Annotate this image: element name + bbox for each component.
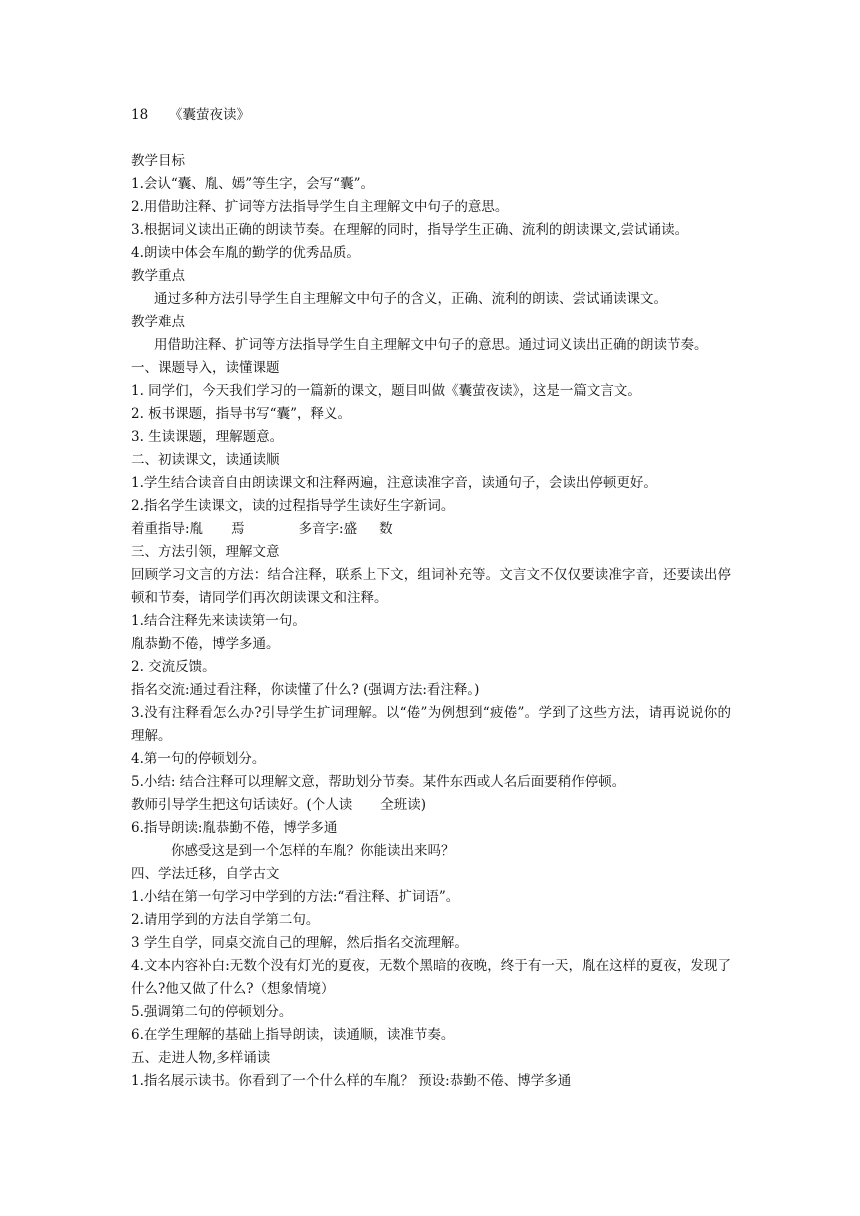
- lesson-number: 18: [131, 107, 149, 123]
- section-3-item: 指名交流:通过看注释，你读懂了什么? (强调方法:看注释。): [131, 682, 480, 698]
- key-heading: 教学重点: [131, 268, 185, 284]
- section-3-item: 1.结合注释先来读读第一句。: [131, 613, 306, 629]
- section-3-item: 3.没有注释看怎么办?引导学生扩词理解。以“倦”为例想到“疲倦”。学到了这些方法，请再说说你的理解。: [131, 705, 731, 744]
- section-1-heading: 一、课题导入，读懂课题: [131, 360, 280, 376]
- goal-item: 1.会认“囊、胤、嫣”等生字，会写“囊”。: [131, 176, 374, 192]
- section-2-item: 1.学生结合读音自由朗读课文和注释两遍，注意读准字音，读通句子，会读出停顿更好。: [131, 475, 657, 491]
- goal-item: 3.根据词义读出正确的朗读节奏。在理解的同时，指导学生正确、流利的朗读课文,尝试诵读。: [131, 222, 689, 238]
- section-2-heading: 二、初读课文，读通读顺: [131, 452, 280, 468]
- section-5-heading: 五、走进人物,多样诵读: [131, 1050, 271, 1066]
- section-3-item: 6.指导朗读:胤恭勤不倦，博学多通: [131, 820, 338, 836]
- section-1-item: 1. 同学们，今天我们学习的一篇新的课文，题目叫做《囊萤夜读》，这是一篇文言文。: [131, 383, 641, 399]
- section-4-item: 5.强调第二句的停顿划分。: [131, 1004, 293, 1020]
- polyphone-char: 数: [379, 521, 393, 537]
- section-5-item: 1.指名展示读书。你看到了一个什么样的车胤？ 预设:恭勤不倦、博学多通: [131, 1073, 572, 1089]
- section-3-intro: 回顾学习文言的方法：结合注释，联系上下文，组词补充等。文言文不仅仅要读准字音，还要读出停顿和节奏，请同学们再次朗读课文和注释。: [131, 567, 731, 606]
- section-3-heading: 三、方法引领，理解文意: [131, 544, 280, 560]
- reading-line: [131, 794, 731, 817]
- section-4-item: 6.在学生理解的基础上指导朗读，读通顺，读准节奏。: [131, 1027, 455, 1043]
- section-4-item: 2.请用学到的方法自学第二句。: [131, 912, 320, 928]
- focus-line: [131, 518, 731, 541]
- reading-guide: 教师引导学生把这句话读好。(个人读: [131, 797, 353, 813]
- section-1-item: 2. 板书课题，指导书写“囊”，释义。: [131, 406, 351, 422]
- section-1-item: 3. 生读课题，理解题意。: [131, 429, 284, 445]
- section-4-item: 3 学生自学，同桌交流自己的理解，然后指名交流理解。: [131, 935, 468, 951]
- lesson-name: 《囊萤夜读》: [169, 107, 250, 123]
- difficulty-text: 用借助注释、扩词等方法指导学生自主理解文中句子的意思。通过词义读出正确的朗读节奏。: [154, 337, 708, 353]
- focus-char: 焉: [231, 521, 245, 537]
- section-3-item: 2. 交流反馈。: [131, 659, 216, 675]
- section-3-question: 你感受这是到一个怎样的车胤？你能读出来吗？: [171, 843, 455, 859]
- goal-item: 4.朗读中体会车胤的勤学的优秀品质。: [131, 245, 360, 261]
- reading-class: 全班读): [380, 797, 427, 813]
- section-4-heading: 四、学法迁移，自学古文: [131, 866, 280, 882]
- section-4-item: 1.小结在第一句学习中学到的方法:“看注释、扩词语”。: [131, 889, 460, 905]
- goals-heading: 教学目标: [131, 153, 185, 169]
- focus-label: 着重指导:胤: [131, 521, 204, 537]
- section-3-item: 胤恭勤不倦，博学多通。: [131, 636, 280, 652]
- section-4-item: 4.文本内容补白:无数个没有灯光的夏夜，无数个黑暗的夜晚，终于有一天，胤在这样的夏夜，发现了什么?他又做了什么?（想象情境）: [131, 958, 731, 997]
- difficulty-heading: 教学难点: [131, 314, 185, 330]
- section-3-item: 4.第一句的停顿划分。: [131, 751, 266, 767]
- section-3-item: 5.小结: 结合注释可以理解文意，帮助划分节奏。某件东西或人名后面要稍作停顿。: [131, 774, 626, 790]
- polyphone-label: 多音字:盛: [298, 521, 358, 537]
- document-body: [131, 104, 731, 1093]
- lesson-title: [131, 104, 731, 127]
- key-text: 通过多种方法引导学生自主理解文中句子的含义，正确、流利的朗读、尝试诵读课文。: [154, 291, 667, 307]
- section-2-item: 2.指名学生读课文，读的过程指导学生读好生字新词。: [131, 498, 455, 514]
- goal-item: 2.用借助注释、扩词等方法指导学生自主理解文中句子的意思。: [131, 199, 509, 215]
